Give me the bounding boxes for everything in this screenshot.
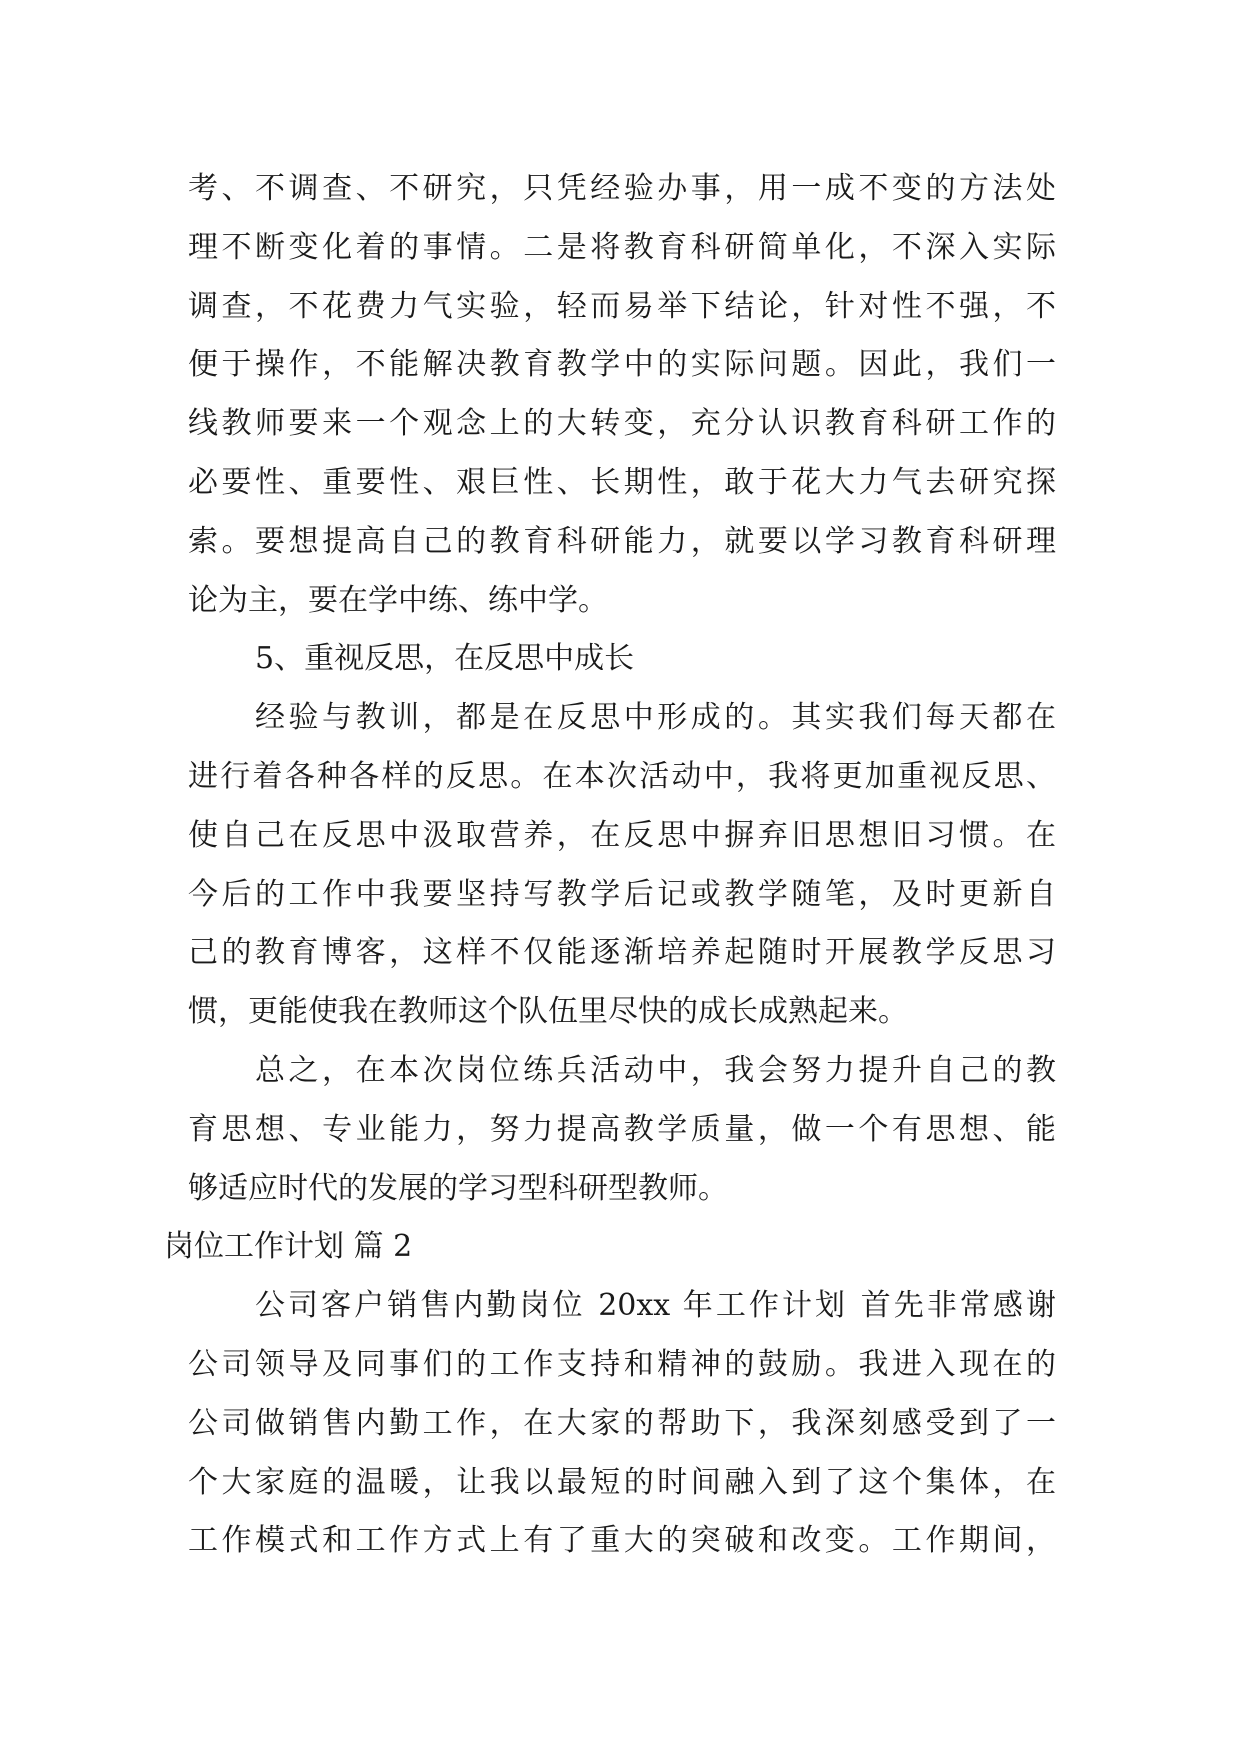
- text-line: 理不断变化着的事情。二是将教育科研简单化，不深入实际: [188, 229, 1056, 265]
- subheading: 5、重视反思，在反思中成长: [255, 641, 635, 677]
- text-line: 公司客户销售内勤岗位 20xx 年工作计划 首先非常感谢: [255, 1288, 1056, 1324]
- section-title: 岗位工作计划 篇 2: [164, 1229, 413, 1265]
- text-line: 进行着各种各样的反思。在本次活动中，我将更加重视反思、: [188, 758, 1056, 794]
- text-line: 够适应时代的发展的学习型科研型教师。: [188, 1170, 728, 1206]
- text-line: 己的教育博客，这样不仅能逐渐培养起随时开展教学反思习: [188, 935, 1056, 971]
- text-line: 调查，不花费力气实验，轻而易举下结论，针对性不强，不: [188, 288, 1056, 324]
- text-line: 今后的工作中我要坚持写教学后记或教学随笔，及时更新自: [188, 876, 1056, 912]
- text-line: 经验与教训，都是在反思中形成的。其实我们每天都在: [255, 700, 1056, 736]
- document-body: [164, 160, 1056, 1571]
- text-line: 索。要想提高自己的教育科研能力，就要以学习教育科研理: [188, 523, 1056, 559]
- text-line: 个大家庭的温暖，让我以最短的时间融入到了这个集体，在: [188, 1464, 1056, 1500]
- text-line: 论为主，要在学中练、练中学。: [188, 582, 608, 618]
- text-line: 考、不调查、不研究，只凭经验办事，用一成不变的方法处: [188, 171, 1056, 206]
- text-line: 公司做销售内勤工作，在大家的帮助下，我深刻感受到了一: [188, 1405, 1056, 1441]
- text-line: 工作模式和工作方式上有了重大的突破和改变。工作期间，: [188, 1523, 1056, 1559]
- text-line: 惯，更能使我在教师这个队伍里尽快的成长成熟起来。: [188, 994, 908, 1030]
- text-line: 使自己在反思中汲取营养，在反思中摒弃旧思想旧习惯。在: [188, 817, 1056, 853]
- text-line: 必要性、重要性、艰巨性、长期性，敢于花大力气去研究探: [188, 464, 1056, 500]
- text-line: 线教师要来一个观念上的大转变，充分认识教育科研工作的: [188, 406, 1056, 442]
- text-line: 总之，在本次岗位练兵活动中，我会努力提升自己的教: [255, 1052, 1056, 1088]
- text-line: 公司领导及同事们的工作支持和精神的鼓励。我进入现在的: [188, 1346, 1056, 1382]
- text-line: 便于操作，不能解决教育教学中的实际问题。因此，我们一: [188, 347, 1056, 383]
- text-line: 育思想、专业能力，努力提高教学质量，做一个有思想、能: [188, 1111, 1056, 1147]
